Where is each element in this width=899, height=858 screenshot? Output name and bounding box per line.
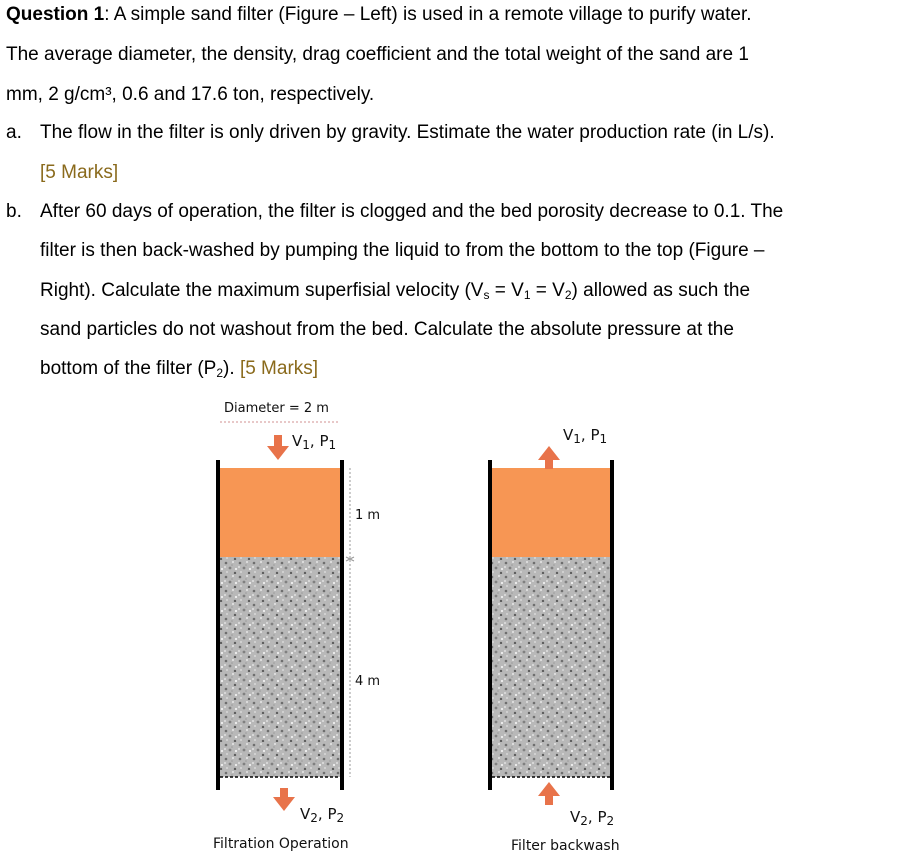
part-a-marks: [5 Marks] xyxy=(40,162,119,183)
right-water-layer xyxy=(492,468,610,557)
part-a-letter: a. xyxy=(6,122,22,143)
left-inflow-arrow-icon xyxy=(267,435,289,460)
part-b-line1: After 60 days of operation, the filter is clogged and the bed porosity decrease to 0.1. The xyxy=(40,201,784,222)
height-top-label: 1 m xyxy=(355,508,381,523)
left-outflow-arrow-icon xyxy=(273,788,295,811)
left-filter xyxy=(218,422,354,811)
part-b-line3: Right). Calculate the maximum superfisial velocity $(V_s = V_1 = V_2)$ allowed as such the xyxy=(40,280,751,302)
left-bottom-vp-label: $V_2$, $P_2$ xyxy=(300,805,345,825)
part-a-text: The flow in the filter is only driven by gravity. Estimate the water production rate (in L/s). xyxy=(40,122,775,143)
part-b-letter: b. xyxy=(6,201,22,222)
right-outflow-arrow-icon xyxy=(538,446,560,469)
left-caption: Filtration Operation xyxy=(213,836,349,852)
right-top-vp-label: $V_1$, $P_1$ xyxy=(563,426,608,446)
right-bottom-vp-label: $V_2$, $P_2$ xyxy=(570,808,615,828)
question-intro-line3: mm, 2 g/cm³, 0.6 and 17.6 ton, respectively. xyxy=(6,84,375,105)
question-intro-line2: The average diameter, the density, drag coefficient and the total weight of the sand are 1 xyxy=(6,44,749,65)
diameter-label: Diameter = 2 m xyxy=(224,401,329,416)
part-b-marks: [5 Marks] xyxy=(239,358,319,379)
height-bottom-label: 4 m xyxy=(355,674,381,689)
left-water-layer xyxy=(220,468,340,557)
part-b-line4: sand particles do not washout from the bed. Calculate the absolute pressure at the xyxy=(40,319,734,340)
right-sand-bed xyxy=(492,557,610,777)
part-b-line2: filter is then back-washed by pumping the liquid to from the bottom to the top (Figure – xyxy=(40,240,765,261)
part-b-line5: bottom of the filter $(P_2)$. [5 Marks] xyxy=(40,358,319,380)
question-label: Question 1 xyxy=(6,4,105,25)
right-filter xyxy=(490,446,612,805)
left-top-vp-label: $V_1$, $P_1$ xyxy=(292,432,337,452)
right-inflow-arrow-icon xyxy=(538,782,560,805)
right-caption: Filter backwash xyxy=(511,838,620,854)
left-sand-bed xyxy=(220,557,340,777)
question-intro-line1: Question 1: A simple sand filter (Figure – Left) is used in a remote village to purify water. xyxy=(6,4,752,25)
